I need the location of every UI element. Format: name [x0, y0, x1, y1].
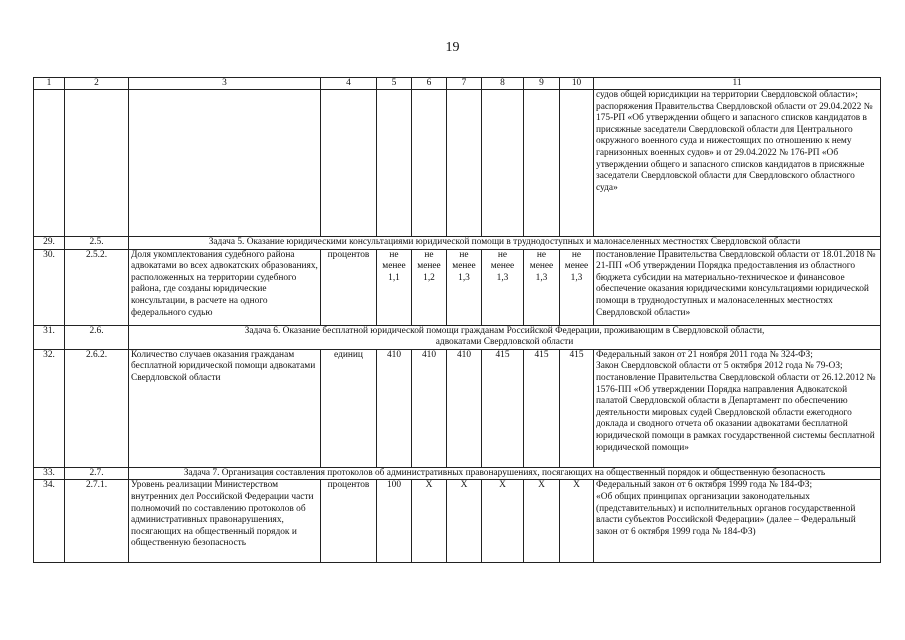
row-number: 33. [34, 467, 65, 480]
column-header: 6 [412, 78, 447, 90]
page-number: 19 [445, 40, 460, 55]
column-header: 8 [482, 78, 524, 90]
empty-cell [447, 90, 482, 237]
value-cell: 410 [377, 349, 412, 467]
column-header: 5 [377, 78, 412, 90]
task-title: Задача 6. Оказание бесплатной юридической помощи гражданам Российской Федерации, проживающим в Свердловской области, адвокатами Свердловской области [129, 325, 881, 349]
source-cell: постановление Правительства Свердловской области от 18.01.2018 № 21-ПП «Об утверждении Порядка предоставления из областного бюджета субсидии на материально-техническое и финансовое обеспечение оказания юридическими консультациями юридической помощи в труднодоступных и малонаселенных местностях Свердловской области» [594, 249, 881, 325]
column-header: 3 [129, 78, 321, 90]
value-cell: не менее 1,3 [447, 249, 482, 325]
task-row [34, 467, 881, 480]
source-cell: судов общей юрисдикции на территории Свердловской области»; распоряжения Правительства Свердловской области от 29.04.2022 № 175-РП «Об утверждении общего и запасного списков кандидатов в присяжные заседатели Свердловской области для Центрального окружного военного суда и нижестоящих по отношению к нему гарнизонных военных судов» и от 29.04.2022 № 176-РП «Об утверждении общего и запасного списков кандидатов в присяжные заседатели Свердловской области для Свердловского областного суда» [594, 90, 881, 237]
unit-cell: процентов [321, 249, 377, 325]
value-cell: X [447, 480, 482, 563]
value-cell: X [412, 480, 447, 563]
value-cell: 415 [482, 349, 524, 467]
empty-cell [34, 90, 65, 237]
value-cell: 415 [524, 349, 560, 467]
indicator-cell: Уровень реализации Министерством внутренних дел Российской Федерации части полномочий по составлению протоколов об административных правонарушениях, посягающих на общественный порядок и общественную безопасность [129, 480, 321, 563]
task-title: Задача 5. Оказание юридическими консультациями юридической помощи в труднодоступных и малонаселенных местностях Свердловской области [129, 237, 881, 250]
value-cell: не менее 1,3 [560, 249, 594, 325]
column-header: 10 [560, 78, 594, 90]
unit-cell: единиц [321, 349, 377, 467]
value-cell: не менее 1,2 [412, 249, 447, 325]
row-number: 31. [34, 325, 65, 349]
task-row [34, 237, 881, 250]
row-code: 2.7.1. [65, 480, 129, 563]
column-header: 2 [65, 78, 129, 90]
column-header: 7 [447, 78, 482, 90]
header-row [34, 78, 881, 90]
row-number: 29. [34, 237, 65, 250]
empty-cell [412, 90, 447, 237]
empty-cell [321, 90, 377, 237]
indicator-cell: Количество случаев оказания гражданам бесплатной юридической помощи адвокатами Свердловской области [129, 349, 321, 467]
row-code: 2.7. [65, 467, 129, 480]
source-cell: Федеральный закон от 6 октября 1999 года № 184-ФЗ; «Об общих принципах организации законодательных (представительных) и исполнительных органов государственной власти субъектов Российской Федерации» (далее – Федеральный закон от 6 октября 1999 года № 184-ФЗ) [594, 480, 881, 563]
value-cell: не менее 1,3 [524, 249, 560, 325]
row-number: 34. [34, 480, 65, 563]
value-cell: 415 [560, 349, 594, 467]
task-row [34, 325, 881, 349]
value-cell: 410 [412, 349, 447, 467]
task-title: Задача 7. Организация составления протоколов об административных правонарушениях, посягающих на общественный порядок и общественную безопасность [129, 467, 881, 480]
empty-cell [129, 90, 321, 237]
row-code: 2.6. [65, 325, 129, 349]
column-header: 9 [524, 78, 560, 90]
unit-cell: процентов [321, 480, 377, 563]
continuation-row [34, 90, 881, 237]
empty-cell [377, 90, 412, 237]
value-cell: 100 [377, 480, 412, 563]
value-cell: 410 [447, 349, 482, 467]
value-cell: X [524, 480, 560, 563]
table-row [34, 480, 881, 563]
row-number: 32. [34, 349, 65, 467]
value-cell: X [560, 480, 594, 563]
value-cell: X [482, 480, 524, 563]
table-row [34, 349, 881, 467]
source-cell: Федеральный закон от 21 ноября 2011 года № 324-ФЗ; Закон Свердловской области от 5 октября 2012 года № 79-ОЗ; постановление Правительства Свердловской области от 26.12.2012 № 1576-ПП «Об утверждении Порядка направления Адвокатской палатой Свердловской области в Департамент по обеспечению деятельности мировых судей Свердловской области ежегодного доклада и сводного отчета об оказании адвокатами бесплатной юридической помощи в рамках государственной системы бесплатной юридической помощи» [594, 349, 881, 467]
row-code: 2.5. [65, 237, 129, 250]
row-code: 2.5.2. [65, 249, 129, 325]
table-row [34, 249, 881, 325]
column-header: 4 [321, 78, 377, 90]
empty-cell [560, 90, 594, 237]
empty-cell [482, 90, 524, 237]
empty-cell [524, 90, 560, 237]
value-cell: не менее 1,3 [482, 249, 524, 325]
column-header: 11 [594, 78, 881, 90]
indicators-table [33, 77, 881, 563]
empty-cell [65, 90, 129, 237]
indicator-cell: Доля укомплектования судебного района адвокатами во всех адвокатских образованиях, расположенных на территории судебного района, где созданы юридические консультации, в расчете на одного федерального судью [129, 249, 321, 325]
value-cell: не менее 1,1 [377, 249, 412, 325]
row-number: 30. [34, 249, 65, 325]
row-code: 2.6.2. [65, 349, 129, 467]
column-header: 1 [34, 78, 65, 90]
